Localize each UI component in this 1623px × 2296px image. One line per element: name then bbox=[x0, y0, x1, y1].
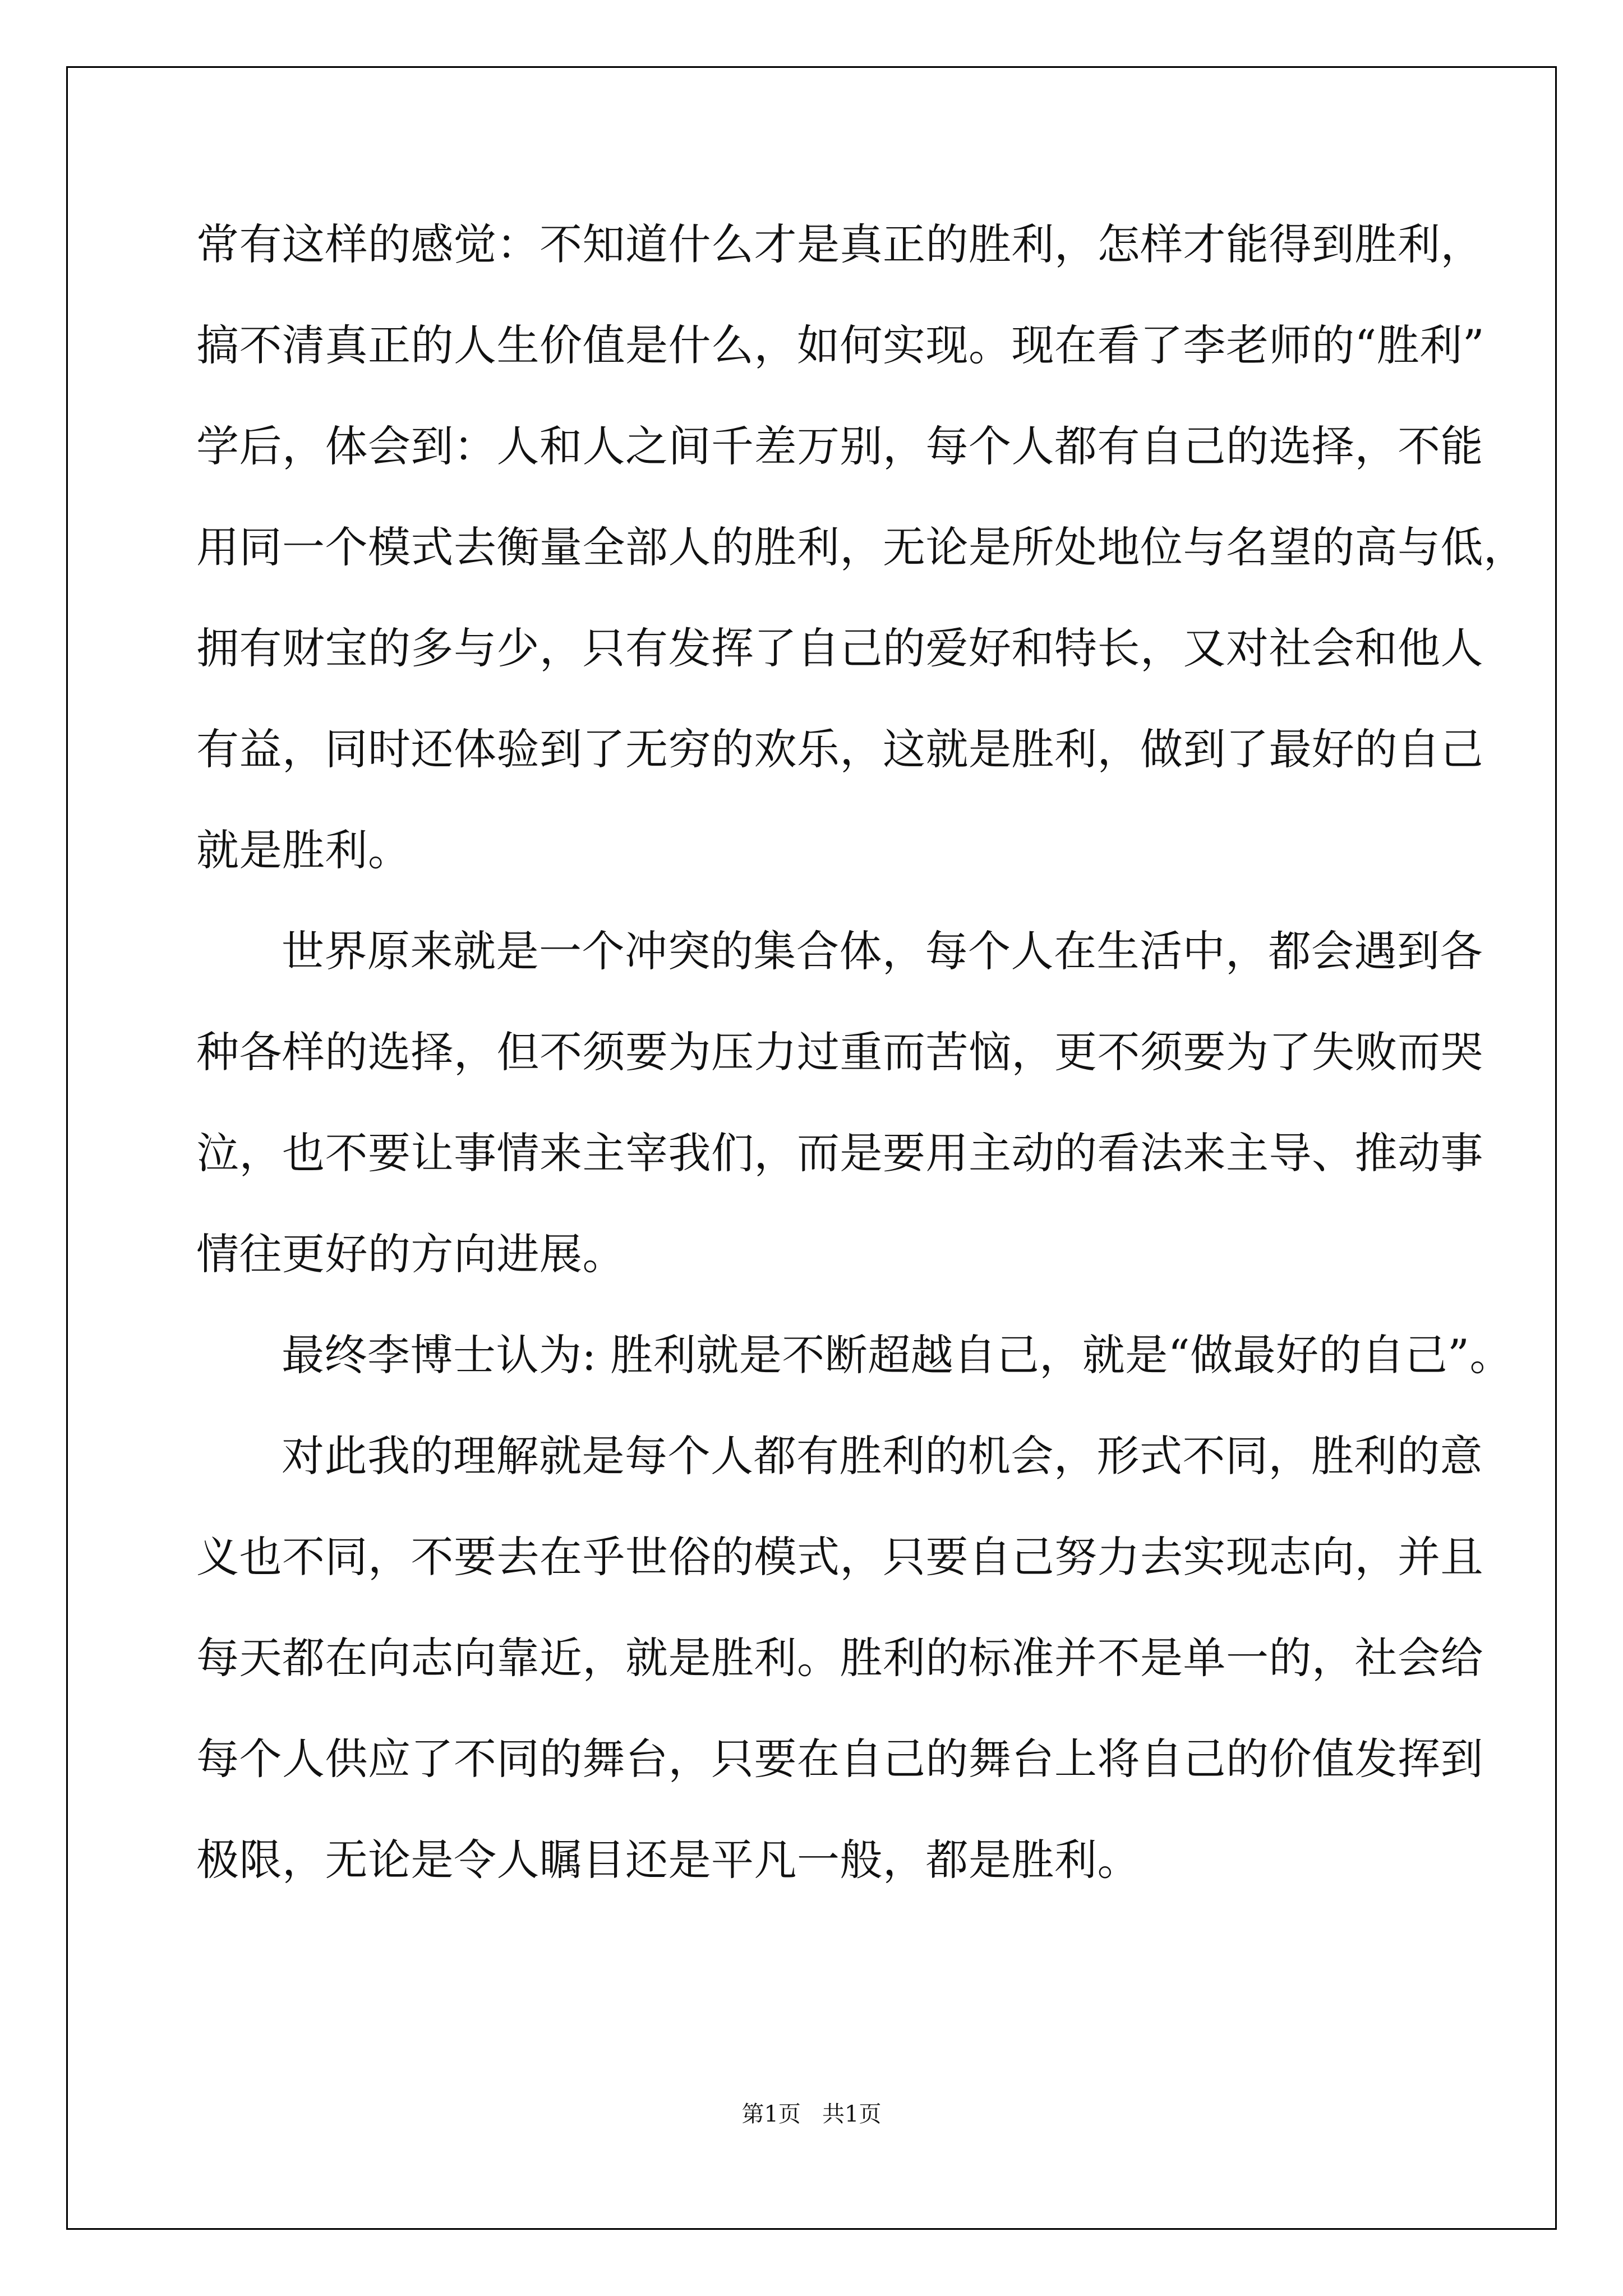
paragraph-1-line-1: 常有这样的感觉：不知道什么才是真正的胜利，怎样才能得到胜利， bbox=[196, 219, 1483, 269]
paragraph-1-line-5: 拥有财宝的多与少，只有发挥了自己的爱好和特长，又对社会和他人 bbox=[196, 623, 1483, 673]
paragraph-2-line-1: 世界原来就是一个冲突的集合体，每个人在生活中，都会遇到各 bbox=[282, 926, 1483, 976]
paragraph-4-line-4: 每个人供应了不同的舞台，只要在自己的舞台上将自己的价值发挥到 bbox=[196, 1734, 1483, 1784]
paragraph-1-line-7: 就是胜利。 bbox=[196, 825, 411, 875]
paragraph-2-line-4: 情往更好的方向进展。 bbox=[196, 1229, 625, 1279]
page-number-footer: 第1页 共1页 bbox=[741, 2101, 882, 2127]
paragraph-1-line-6: 有益，同时还体验到了无穷的欢乐，这就是胜利，做到了最好的自己 bbox=[196, 724, 1483, 774]
paragraph-4-line-5: 极限，无论是令人瞩目还是平凡一般，都是胜利。 bbox=[196, 1835, 1140, 1885]
paragraph-3-line-1: 最终李博士认为: 胜利就是不断超越自己，就是“做最好的自己”。 bbox=[282, 1330, 1513, 1380]
paragraph-1-line-2: 搞不清真正的人生价值是什么，如何实现。现在看了李老师的“胜利” bbox=[196, 320, 1485, 370]
paragraph-4-line-1: 对此我的理解就是每个人都有胜利的机会，形式不同，胜利的意 bbox=[282, 1431, 1483, 1481]
paragraph-1-line-4: 用同一个模式去衡量全部人的胜利，无论是所处地位与名望的高与低， bbox=[196, 522, 1527, 572]
paragraph-4-line-3: 每天都在向志向靠近，就是胜利。胜利的标准并不是单一的，社会给 bbox=[196, 1633, 1483, 1683]
paragraph-1-line-3: 学后，体会到：人和人之间千差万别，每个人都有自己的选择，不能 bbox=[196, 421, 1483, 471]
paragraph-2-line-2: 种各样的选择，但不须要为压力过重而苦恼，更不须要为了失败而哭 bbox=[196, 1027, 1483, 1077]
paragraph-4-line-2: 义也不同，不要去在乎世俗的模式，只要自己努力去实现志向，并且 bbox=[196, 1532, 1483, 1582]
paragraph-2-line-3: 泣，也不要让事情来主宰我们，而是要用主动的看法来主导、推动事 bbox=[196, 1128, 1483, 1178]
